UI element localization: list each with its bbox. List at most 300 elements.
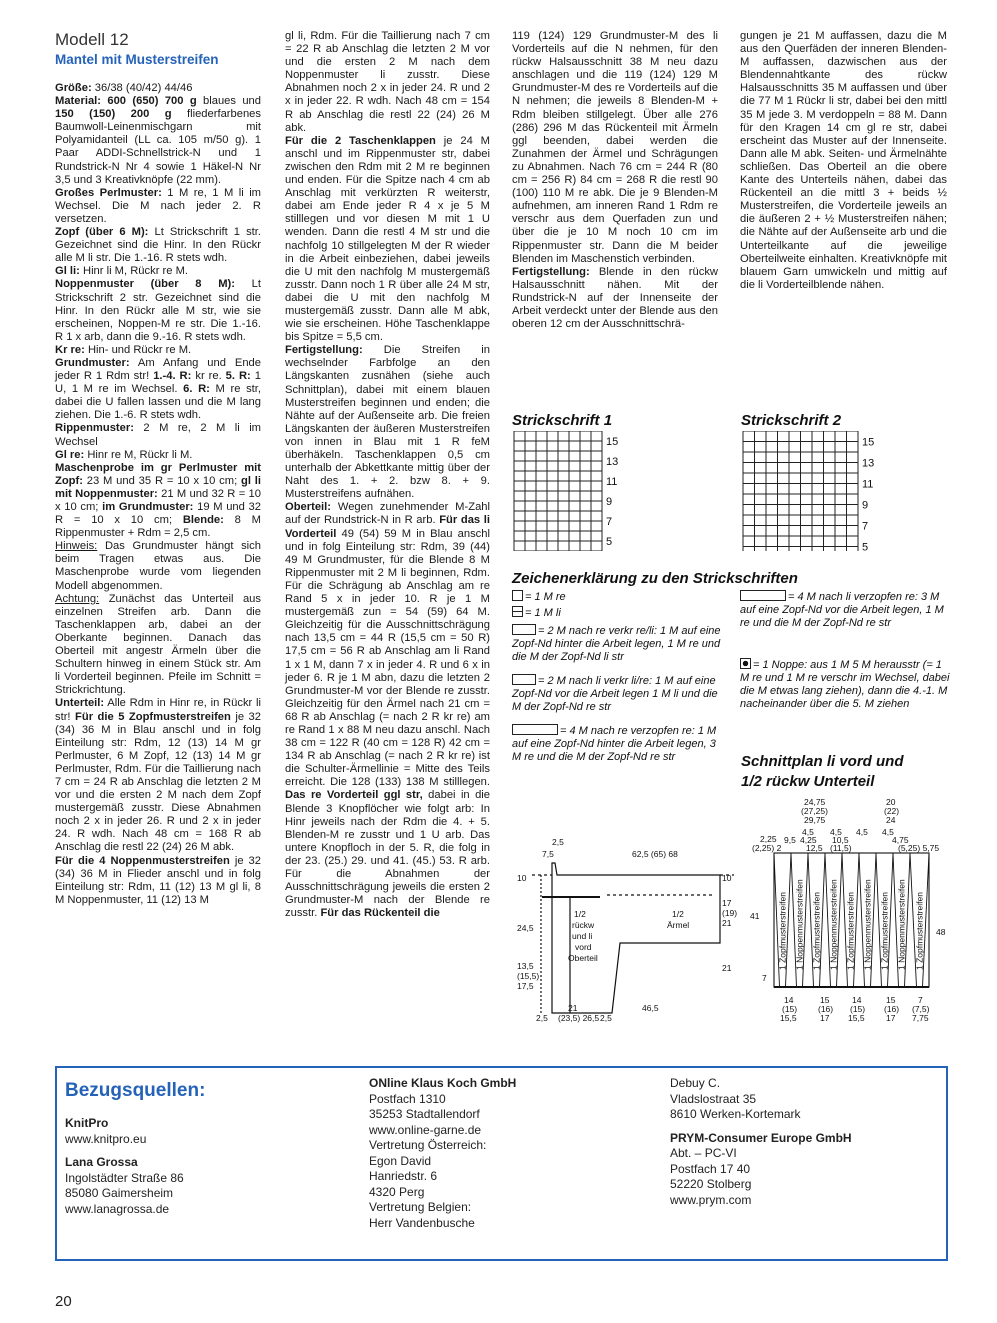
chart-cell [778,473,790,484]
chart-cell [755,431,767,442]
col4-text: gungen je 21 M auffassen, dazu die M aus den Querfäden der inneren Blenden-M auffassen, dazwischen aus der Blendennahtkante des rückw Halsausschnitts 35 M auffassen und über die 77 M 1 Rückr li str, dabei bei den mittl 35 M jede 3. M verdoppeln = 88 M. Dann für den Kragen 14 cm gl re str, dabei erscheint das Muster auf der Innenseite. Dann alle M abk. Seiten- und Ärmelnähte schließen. Das Oberteil an die obere Kante des Unterteils nähen, dabei das Rückenteil an die mittl 3 + beids ½ Musterstreifen, die Vorderteile jeweils an die äußeren 2 + ½ Musterstreifen nähen; die Nähte auf der Außenseite arb und die Unterteilkante auf die jeweilige Oberteilweite einhalten. Kreativknöpfe mit blauem Garn umwickeln und mittig auf die li Vorderteilblende nähen. [740,30,947,291]
stripe-label: 1 Noppenmusterstreifen [828,879,839,970]
row-number-label: 7 [606,516,613,528]
strickschrift-1-chart [512,431,632,551]
chart-cell [569,451,580,461]
chart-cell [547,461,558,471]
hinweis-paragraph: Hinweis: Das Grundmuster hängt sich beim Tragen etwas aus. Die Maschenprobe wurde vom liegenden Modell abgenommen. [55,540,261,592]
chart-cell [812,484,824,495]
svg-text:21: 21 [722,963,732,973]
chart-cell [755,442,767,453]
chart-cell [536,481,547,491]
chart-cell [778,494,790,505]
legend-title: Zeichenerklärung zu den Strickschriften [512,570,798,587]
chart-cell [801,536,813,547]
svg-text:vord: vord [575,942,592,952]
chart-cell [847,484,859,495]
chart-cell [558,451,569,461]
achtung-paragraph: Achtung: Zunächst das Unterteil aus einzelnen Streifen arb. Dann die Taschenklappen arb, dabei an der Oberkante beginnen. Danach das Oberteil mit angestr Ärmeln über die Schultern hinweg in einem Stück str. Am li Vorderteil beginnen. Pfeile im Schnitt = Strickrichtung. [55,592,261,697]
chart-cell [536,441,547,451]
chart-cell [766,431,778,442]
column-1 [55,30,261,907]
chart-cell [766,463,778,474]
sources-title: Bezugsquellen: [65,1080,206,1101]
chart-cell [591,441,602,451]
material-paragraph: Material: 600 (650) 700 g blaues und 150 (150) 200 g fliederfarbenes Baumwoll-Leinenmischgarn mit Polyamidanteil (LL ca. 105 m/50 g). 1 Paar ADDI-Schnellstrick-N und 1 Rundstrick-N Nr 4 sowie 1 Häkel-N Nr 3,5 und 3 Kreativknöpfe (22 mm). [55,95,261,186]
zopf-paragraph: Zopf (über 6 M): Lt Strickschrift 1 str. Gezeichnet sind die Hinr. In den Rückr alle M li str. Die 1.-16. R stets wdh. [55,226,261,265]
symbol-cable-left-icon [740,590,786,601]
chart-cell [536,531,547,541]
chart-cell [824,547,836,552]
chart-cell [580,521,591,531]
chart-cell [778,547,790,552]
svg-text:Ärmel: Ärmel [667,920,690,930]
chart-cell [514,521,525,531]
symbol-purl-icon [512,606,523,617]
oberteil-schematic [512,835,740,1025]
chart-cell [536,431,547,441]
chart-cell [580,431,591,441]
chart-cell [847,442,859,453]
chart-cell [778,505,790,516]
stripe-label: 1 Zopfmusterstreifen [879,892,890,970]
chart-cell [514,541,525,551]
chart-cell [789,536,801,547]
chart-cell [558,541,569,551]
chart-cell [525,541,536,551]
svg-text:10: 10 [517,873,527,883]
chart-cell [847,547,859,552]
chart-cell [766,515,778,526]
svg-text:12,5: 12,5 [806,843,823,853]
svg-text:1/2: 1/2 [574,909,586,919]
chart-cell [591,501,602,511]
svg-text:15,5: 15,5 [848,1013,865,1023]
chart-cell [558,501,569,511]
chart-cell [743,452,755,463]
chart-cell [547,491,558,501]
stripe-label: 1 Zopfmusterstreifen [777,892,788,970]
chart-cell [525,491,536,501]
svg-text:und li: und li [572,931,593,941]
chart-cell [569,531,580,541]
chart-cell [847,526,859,537]
row-number-label: 9 [606,496,613,508]
glli-paragraph: Gl li: Hinr li M, Rückr re M. [55,265,189,278]
chart-cell [591,491,602,501]
chart-cell [547,521,558,531]
svg-text:1/2: 1/2 [672,909,684,919]
chart-cell [580,511,591,521]
chart-cell [766,505,778,516]
legend-item-cable-left: = 4 M nach li verzopfen re: 3 M auf eine Zopf-Nd vor die Arbeit legen, 1 M re und die M der Zopf-Nd re str [740,591,944,629]
chart-cell [847,515,859,526]
svg-text:2,5: 2,5 [600,1013,612,1023]
svg-text:15,5: 15,5 [780,1013,797,1023]
stripe-label: 1 Zopfmusterstreifen [914,892,925,970]
stripe-label: 1 Noppenmusterstreifen [794,879,805,970]
chart-cell [743,494,755,505]
strickschrift-2-title: Strickschrift 2 [741,412,842,429]
chart-cell [558,491,569,501]
chart-cell [789,547,801,552]
chart-cell [580,541,591,551]
svg-text:4,5: 4,5 [830,827,842,837]
chart-cell [547,431,558,441]
chart-cell [525,511,536,521]
chart-cell [514,441,525,451]
chart-cell [801,515,813,526]
svg-text:20: 20 [886,797,896,807]
chart-cell [569,521,580,531]
svg-text:7,75: 7,75 [912,1013,929,1023]
chart-cell [743,547,755,552]
svg-text:Oberteil: Oberteil [568,953,598,963]
chart-cell [569,491,580,501]
chart-cell [591,451,602,461]
unterteil-paragraph: Unterteil: Alle Rdm in Hinr re, in Rückr li str! Für die 5 Zopfmusterstreifen je 32 (34) 36 M in Blau anschl und in folg Einteilung str: Rdm, 12 (13) 14 M gr Perlmuster, 6 M Zopf, 12 (13) 14 M gr Perlmuster, Rdm. Für die Taillierung nach 7 cm = 24 R ab Anschlag die letzten 2 M vor und die ersten 2 M nach dem Zopf mustergemäß zusstr. Diese Abnahmen noch 2 x in jeder 26. R und 2 x in jeder 24. R wdh. Nach 48 cm = 168 R ab Anschlag die restl 22 (24) 26 M abk. [55,697,261,854]
svg-text:(22): (22) [884,806,900,816]
svg-text:21: 21 [568,1003,578,1013]
svg-text:21: 21 [722,918,732,928]
chart-cell [789,473,801,484]
chart-cell [847,452,859,463]
row-number-label: 5 [606,536,613,548]
chart-cell [847,463,859,474]
noppen-paragraph: Noppenmuster (über 8 M): Lt Strickschrift 2 str. Gezeichnet sind die Hinr. In den Rückr alle M str, wie sie erscheinen, Noppen-M re str. Die 1.-16. R 1 x arb, dann die 9.-16. R stets wdh. [55,278,261,343]
chart-cell [778,442,790,453]
stripe-label: 1 Zopfmusterstreifen [845,892,856,970]
chart-cell [801,505,813,516]
chart-cell [755,494,767,505]
chart-cell [824,536,836,547]
strickschrift-2-chart [741,431,881,551]
noppstreifen-paragraph: Für die 4 Noppenmusterstreifen je 32 (34) 36 M in Flieder anschl und in folg Einteilung str: Rdm, 11 (12) 13 M gl li, 8 M Noppenmuster, 11 (12) 13 M [55,854,261,906]
strickschrift-1-title: Strickschrift 1 [512,412,613,429]
chart-cell [789,452,801,463]
chart-cell [743,463,755,474]
svg-text:(16): (16) [884,1004,900,1014]
chart-cell [847,431,859,442]
chart-cell [558,481,569,491]
svg-text:rückw: rückw [572,920,595,930]
chart-cell [812,505,824,516]
chart-cell [743,505,755,516]
svg-text:2,5: 2,5 [536,1013,548,1023]
row-number-label: 13 [862,457,875,470]
chart-cell [558,521,569,531]
chart-cell [755,547,767,552]
fert-paragraph: Fertigstellung: Die Streifen in wechselnder Farbfolge an den Längskanten zusnähen (siehe auch Schnittplan), dabei mit einem blauen Musterstreifen beginnen und enden; die Nähte auf der Außenseite arb. Die freien Längskanten der äußeren Musterstreifen von innen in Blau mit 1 R feM überhäkeln. Taschenklappen 0,5 cm unterhalb der Abkettkante mittig über der Naht des 1. + 2. bzw 8. + 9. Musterstreifens aufnähen. [285,344,490,501]
svg-text:(5,25) 5,75: (5,25) 5,75 [898,843,940,853]
symbol-cross-right-icon [512,624,536,635]
svg-text:7: 7 [762,973,767,983]
svg-text:29,75: 29,75 [804,815,826,825]
sources-box [55,1066,948,1261]
chart-cell [569,501,580,511]
svg-text:(19): (19) [722,908,738,918]
chart-cell [558,461,569,471]
chart-cell [525,521,536,531]
chart-cell [591,431,602,441]
krre-paragraph: Kr re: Hin- und Rückr re M. [55,343,192,356]
svg-text:15: 15 [820,995,830,1005]
svg-text:9,5: 9,5 [784,835,796,845]
chart-cell [591,521,602,531]
sources-col-3: Debuy C. Vladslostraat 35 8610 Werken-Kortemark PRYM-Consumer Europe GmbH Abt. – PC-VI Postfach 17 40 52220 Stolberg www.prym.com [670,1076,852,1207]
chart-cell [824,505,836,516]
chart-cell [812,526,824,537]
svg-text:24: 24 [886,815,896,825]
chart-cell [847,473,859,484]
chart-cell [835,515,847,526]
chart-cell [536,501,547,511]
chart-cell [778,452,790,463]
sources-col-2: ONline Klaus Koch GmbH Postfach 1310 35253 Stadtallendorf www.online-garne.de Vertretung Österreich: Egon David Hanriedstr. 6 4320 Perg Vertretung Belgien: Herr Vandenbusche [369,1076,517,1230]
svg-text:7: 7 [918,995,923,1005]
svg-text:14: 14 [784,995,794,1005]
chart-cell [789,505,801,516]
chart-cell [835,494,847,505]
chart-cell [766,473,778,484]
chart-cell [778,431,790,442]
chart-cell [835,431,847,442]
chart-cell [580,491,591,501]
taschen-paragraph: Für die 2 Taschenklappen je 24 M anschl und im Rippenmuster str, dabei zwischen den Rdm mit 2 M re beginnen und enden. Für die Spitze nach 4 cm ab Anschlag mit verkürzten R weiterstr, dabei am Ende jeder R 4 x je 5 M stilllegen und vor diesen M mit 1 U wenden. Dann die restl 4 M str und die nachfolg 10 stillgelegten M der R wieder in die Arbeit einbeziehen, dabei jeweils die U mit den nachfolg M mustergemäß zusstr. Dann noch 1 R über alle 24 M str, dabei die U mit den nachfolg M mustergemäß zusstr. Dann alle M abk, wie sie erscheinen. Höhe Taschenklappe bis Spitze = 5,5 cm. [285,134,490,344]
chart-cell [547,441,558,451]
chart-cell [547,481,558,491]
chart-cell [580,501,591,511]
chart-cell [536,541,547,551]
chart-cell [835,452,847,463]
chart-cell [801,442,813,453]
chart-cell [766,526,778,537]
chart-cell [514,451,525,461]
svg-text:24,75: 24,75 [804,797,826,807]
chart-cell [536,471,547,481]
chart-cell [847,494,859,505]
chart-cell [789,515,801,526]
chart-cell [755,536,767,547]
svg-text:4,5: 4,5 [882,827,894,837]
chart-cell [835,473,847,484]
svg-text:17: 17 [886,1013,896,1023]
chart-cell [755,452,767,463]
chart-cell [536,451,547,461]
svg-text:13,5: 13,5 [517,961,534,971]
legend-item-p: = 1 M li [512,606,732,620]
svg-text:4,75: 4,75 [892,835,909,845]
chart-cell [558,511,569,521]
chart-cell [789,484,801,495]
chart-cell [547,451,558,461]
chart-cell [801,463,813,474]
page-number: 20 [55,1293,72,1310]
chart-cell [778,484,790,495]
model-title: Modell 12 [55,30,129,49]
chart-cell [591,531,602,541]
chart-cell [536,511,547,521]
chart-cell [812,536,824,547]
chart-cell [514,431,525,441]
svg-text:7,5: 7,5 [542,849,554,859]
row-number-label: 7 [862,520,869,533]
chart-cell [558,431,569,441]
chart-cell [569,511,580,521]
chart-cell [569,461,580,471]
chart-cell [514,511,525,521]
chart-cell [812,473,824,484]
chart-cell [812,463,824,474]
chart-cell [558,441,569,451]
unterteil-schematic [740,795,958,1035]
chart-cell [824,484,836,495]
chart-cell [778,515,790,526]
chart-cell [743,515,755,526]
chart-cell [824,494,836,505]
chart-cell [569,441,580,451]
chart-cell [755,515,767,526]
svg-text:2,5: 2,5 [552,837,564,847]
schnittplan-title: Schnittplan li vord und 1/2 rückw Unterteil [741,753,904,790]
model-subtitle: Mantel mit Musterstreifen [55,52,219,67]
col2-intro: gl li, Rdm. Für die Taillierung nach 7 cm = 22 R ab Anschlag die letzten 2 M vor und die ersten 2 M nach dem Noppenmuster li zusstr. Diese Abnahmen noch 2 x in jeder 24. R und 2 x in jeder 22. R wdh. Nach 48 cm = 154 R ab Anschlag die restl 22 (24) 26 M abk. [285,30,490,134]
chart-cell [569,471,580,481]
chart-cell [766,547,778,552]
chart-cell [835,442,847,453]
svg-text:46,5: 46,5 [642,1003,659,1013]
chart-cell [789,431,801,442]
row-number-label: 5 [862,541,869,551]
ripp-paragraph: Rippenmuster: 2 M re, 2 M li im Wechsel [55,422,261,448]
chart-cell [580,481,591,491]
chart-cell [835,547,847,552]
chart-cell [789,442,801,453]
chart-cell [514,501,525,511]
svg-text:14: 14 [852,995,862,1005]
chart-cell [743,526,755,537]
chart-cell [569,481,580,491]
row-number-label: 15 [862,436,875,449]
chart-cell [558,531,569,541]
column-4 [740,30,947,292]
chart-cell [536,521,547,531]
row-number-label: 11 [606,476,618,488]
column-3 [512,30,718,331]
svg-text:41: 41 [750,911,760,921]
chart-cell [824,463,836,474]
chart-cell [824,452,836,463]
svg-text:(23,5) 26,5: (23,5) 26,5 [558,1013,600,1023]
svg-text:(27,25): (27,25) [801,806,828,816]
perl-paragraph: Großes Perlmuster: 1 M re, 1 M li im Wechsel. Die M nach jeder 2. R versetzen. [55,186,261,225]
grund-paragraph: Grundmuster: Am Anfang und Ende jeder R 1 Rdm str! 1.-4. R: kr re. 5. R: 1 U, 1 M re im Wechsel. 6. R: M re str, dabei die U fallen lassen und die M lang ziehen. Die 1.-6. R stets wdh. [55,356,262,422]
chart-cell [569,431,580,441]
svg-text:(2,25) 2: (2,25) 2 [752,843,782,853]
chart-cell [835,526,847,537]
chart-cell [525,501,536,511]
symbol-cross-left-icon [512,674,536,685]
chart-cell [812,452,824,463]
probe-paragraph: Maschenprobe im gr Perlmuster mit Zopf: 23 M und 35 R = 10 x 10 cm; gl li mit Noppenmuster: 21 M und 32 R = 10 x 10 cm; im Grundmuster: 19 M und 32 R = 10 x 10 cm; Blende: 8 M Rippenmuster + Rdm = 2,5 cm. [55,461,261,540]
chart-cell [835,505,847,516]
chart-cell [525,441,536,451]
chart-cell [547,541,558,551]
chart-cell [536,491,547,501]
chart-cell [525,451,536,461]
svg-text:4,25: 4,25 [800,835,817,845]
chart-cell [824,515,836,526]
chart-cell [801,547,813,552]
legend-item-cross-right: = 2 M nach re verkr re/li: 1 M auf eine Zopf-Nd hinter die Arbeit legen, 1 M re und die M der Zopf-Nd li str [512,625,721,663]
chart-cell [789,494,801,505]
legend-item-cable-right: = 4 M nach re verzopfen re: 1 M auf eine Zopf-Nd hinter die Arbeit legen, 3 M re und die M der Zopf-Nd re str [512,725,717,763]
stripe-label: 1 Noppenmusterstreifen [862,879,873,970]
chart-cell [743,442,755,453]
size-paragraph: Größe: 36/38 (40/42) 44/46 [55,82,193,94]
chart-cell [569,541,580,551]
col3-intro: 119 (124) 129 Grundmuster-M des li Vorderteils auf die N nehmen, für den rückw Halsausschnitt 38 M neu dazu anschlagen und die 119 (124) 129 M Grundmuster-M des re Vorderteils auf die N nehmen; die jeweils 8 Blenden-M + Rdm bleiben stillgelegt. Über alle 276 (286) 296 M das Rückenteil mit Ärmeln ggl beenden, dabei werden die Zunahmen der Ärmel und Schrägungen zu Abnahmen. Nach 76 cm = 244 R (80 cm = 256 R) 84 cm = 268 R die restl 90 (100) 110 M re abk. Die je 9 Blenden-M aufnehmen, am inneren Rand 1 Rdm re verschr aus dem Querfaden zun und über die je 10 M noch 10 cm im Rippenmuster str. Dann die M beider Blenden im Maschenstich verbinden. [512,30,718,265]
chart-cell [514,471,525,481]
chart-cell [580,531,591,541]
chart-cell [755,526,767,537]
chart-cell [514,531,525,541]
svg-text:17: 17 [820,1013,830,1023]
chart-cell [558,471,569,481]
svg-text:4,5: 4,5 [802,827,814,837]
chart-cell [801,526,813,537]
oberteil-paragraph: Oberteil: Wegen zunehmender M-Zahl auf der Rundstrick-N in R arb. Für das li Vorderteil 49 (54) 59 M in Blau anschl und in folg Einteilung str: Rdm, 39 (44) 49 M Grundmuster, für die Blende 8 M Rippenmuster mit 2 M li beginnen, Rdm. Für die Schrägung ab Anschlag am re Rand 5 x in jeder 10. R je 1 M mustergemäß zun = 54 (59) 64 M. Gleichzeitig für die Ausschnittschrägung nach 13,5 cm = 44 R (15,5 cm = 50 R) 17,5 cm = 56 R ab Anschlag am li Rand 1 x 1 M, dann 7 x in jeder 4. R und 6 x in jeder 6. R je 1 M abn, dazu die letzten 2 Grundmuster-M vor der Blende re zusstr. Gleichzeitig für den Ärmel nach 21 cm = 68 R ab Anschlag (= nach 2 R kr re) am re Rand 1 x 88 M neu dazu anschl. Nach 38 cm = 122 R (40 cm = 128 R) 42 cm = 134 R ab Anschlag (= nach 2 R kr re) ist die Schulter-Ärmellinie = Mitte des Teils erreicht. Die 128 (133) 138 M stilllegen. Das re Vorderteil ggl str, dabei in die Blende 3 Knopflöcher wie folgt arb: In Hinr jeweils nach der Rdm die 4. + 5. Blenden-M re zusstr und 1 U arb. Das untere Knopfloch in der 5. R, die folg in der 23. (25.) 29. und 41. (45.) 53. R arb. Für die Abnahmen der Ausschnittschrägung jeweils die ersten 2 Grundmuster-M nach der Blende re zusstr. Für das Rückenteil die [285,501,490,920]
svg-text:4,5: 4,5 [856,827,868,837]
chart-cell [789,463,801,474]
chart-cell [580,451,591,461]
chart-cell [514,461,525,471]
row-number-label: 11 [862,478,874,491]
svg-text:24,5: 24,5 [517,923,534,933]
chart-cell [755,505,767,516]
row-number-label: 9 [862,499,869,512]
chart-cell [766,484,778,495]
chart-cell [801,431,813,442]
chart-cell [847,505,859,516]
svg-text:48: 48 [936,927,946,937]
chart-cell [547,511,558,521]
chart-cell [514,491,525,501]
chart-cell [525,461,536,471]
chart-cell [801,484,813,495]
svg-text:62,5 (65) 68: 62,5 (65) 68 [632,849,678,859]
chart-cell [789,526,801,537]
chart-cell [525,481,536,491]
chart-cell [525,531,536,541]
chart-cell [755,484,767,495]
chart-cell [591,481,602,491]
chart-cell [536,461,547,471]
column-2 [285,30,490,920]
svg-text:15: 15 [886,995,896,1005]
glre-paragraph: Gl re: Hinr re M, Rückr li M. [55,448,193,461]
chart-cell [778,463,790,474]
chart-cell [743,536,755,547]
chart-cell [824,473,836,484]
chart-cell [743,431,755,442]
svg-text:(15,5): (15,5) [517,971,540,981]
symbol-bobble-icon [740,658,751,669]
symbol-knit-icon [512,590,523,601]
chart-cell [824,442,836,453]
chart-cell [778,536,790,547]
svg-text:(15): (15) [850,1004,866,1014]
